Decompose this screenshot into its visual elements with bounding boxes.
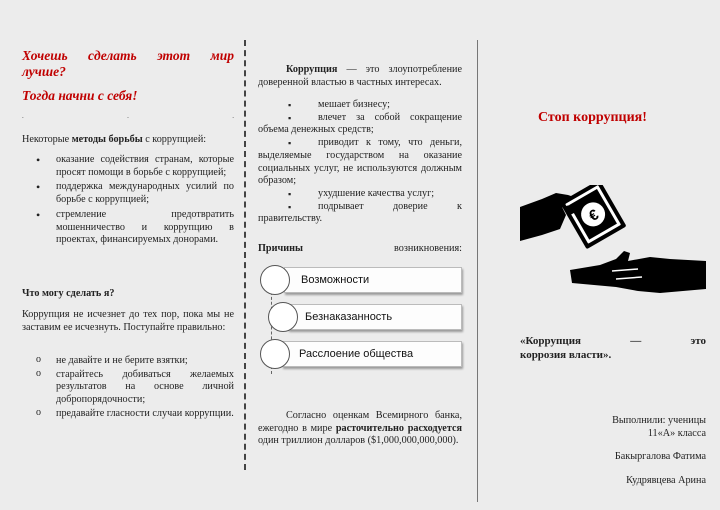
causes-heading: [258, 243, 462, 254]
list-item: ▪ приводит к тому, что деньги, выделяемые государством на оказание социальных услуг, не используются должным образом;: [258, 137, 462, 188]
quote-word: —: [630, 335, 642, 347]
definition-text: — это злоупотребление доверенной властью в частных интересах.: [258, 64, 462, 88]
author-name: Кудрявцева Арина: [626, 475, 706, 486]
authors-block: [520, 414, 706, 440]
list-item: ▪ мешает бизнесу;: [258, 99, 462, 112]
list-item: ▪ влечет за собой сокращение объема денежных средств;: [258, 112, 462, 137]
column-divider-left: [244, 40, 246, 470]
left-column: [22, 0, 234, 510]
list-item: • оказание содействия странам, которые просят помощи в борьбе с коррупцией;: [22, 154, 234, 179]
svg-text:€: €: [585, 206, 602, 226]
list-item: ▪ подрывает доверие к правительству.: [258, 201, 462, 226]
what-text: Коррупция не исчезнет до тех пор, пока мы не заставим ее исчезнуть. Поступайте правильно:: [22, 309, 234, 333]
harms-list: [258, 99, 462, 226]
cause-item: [258, 304, 462, 332]
bank-text-pre: Согласно оценкам Всемирного банка, ежегодно в мире: [258, 410, 462, 434]
cause-label: Безнаказанность: [288, 304, 462, 330]
cause-item: [258, 341, 462, 369]
cause-circle-icon: [260, 265, 290, 295]
actions-list: [22, 355, 234, 422]
bribe-hands-money-icon: [520, 185, 706, 305]
what-heading: Что могу сделать я?: [22, 288, 115, 299]
column-divider-right: [477, 40, 478, 502]
right-column: [520, 0, 706, 510]
list-item: ▪ ухудшение качества услуг;: [258, 188, 462, 201]
quote: [520, 334, 706, 362]
definition: [258, 64, 462, 89]
list-item: o старайтесь добиваться желаемых результатов на основе личной добропорядочности;: [22, 369, 234, 407]
methods-intro-bold: методы борьбы: [71, 134, 143, 145]
authors-line2: 11«А» класса: [647, 428, 706, 439]
quote-word: «Коррупция: [520, 335, 581, 347]
bribe-hands-money-icon: [520, 185, 706, 305]
stop-title: Стоп коррупция!: [538, 110, 647, 125]
bank-paragraph: [258, 410, 462, 448]
methods-list: [22, 154, 234, 249]
quote-line2: коррозия власти».: [520, 349, 612, 361]
cause-circle-icon: [268, 302, 298, 332]
methods-intro: [22, 134, 234, 147]
causes-heading-word: возникновения:: [394, 243, 462, 254]
bank-text-bold: расточительно расходуется: [335, 422, 462, 434]
heading-word: мир: [210, 48, 234, 63]
middle-column: [258, 0, 462, 510]
decorative-dots: . . .: [22, 112, 234, 120]
list-item: o предавайте гласности случаи коррупции.: [22, 408, 234, 421]
methods-intro-pre: Некоторые: [22, 134, 72, 145]
author-name: Бакыргалова Фатима: [614, 451, 706, 462]
definition-term: Коррупция: [286, 64, 338, 75]
causes-heading-word: Причины: [258, 243, 303, 254]
start-heading: Тогда начни с себя!: [22, 88, 138, 103]
authors-line1: Выполнили: ученицы: [612, 415, 706, 426]
heading-word: сделать: [88, 48, 137, 63]
cause-label: Расслоение общества: [282, 341, 462, 367]
list-item: o не давайте и не берите взятки;: [22, 355, 234, 368]
call-heading: [22, 48, 234, 80]
heading-line2: лучше?: [22, 64, 66, 79]
heading-word: этот: [157, 48, 191, 63]
cause-item: [258, 267, 462, 295]
quote-word: это: [690, 335, 706, 347]
list-item: • стремление предотвратить мошенничество и коррупцию в проектах, финансируемых донорами.: [22, 209, 234, 247]
heading-word: Хочешь: [22, 48, 68, 63]
bank-text-post: один триллион долларов ($1,000,000,000,000).: [258, 435, 459, 447]
cause-label: Возможности: [284, 267, 462, 293]
cause-circle-icon: [260, 339, 290, 369]
methods-intro-post: с коррупцией:: [142, 134, 207, 145]
list-item: • поддержка международных усилий по борьбе с коррупцией;: [22, 181, 234, 206]
